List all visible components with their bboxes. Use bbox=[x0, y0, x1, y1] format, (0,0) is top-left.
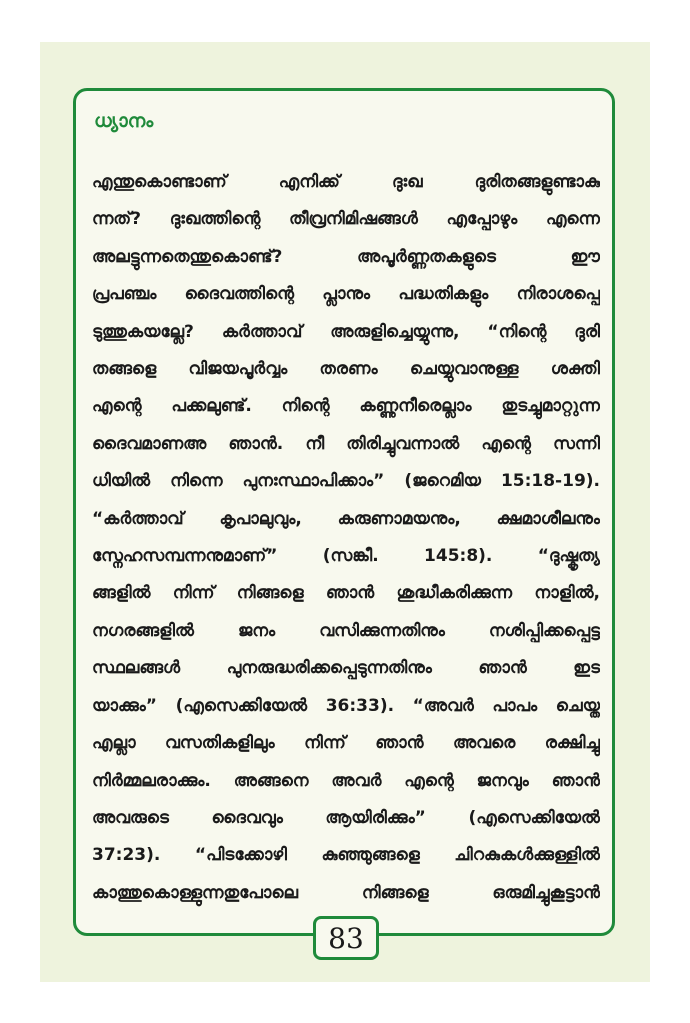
text-line: ങ്ങളിൽ നിന്ന് നിങ്ങളെ ഞാൻ ശുദ്ധീകരിക്കുന്ന നാളിൽ, bbox=[92, 583, 600, 604]
text-line: നിർമ്മലരാക്കും. അങ്ങനെ അവർ എന്റെ ജനവും ഞാൻ bbox=[92, 770, 600, 791]
text-line: 37:23). “പിടക്കോഴി കുഞ്ഞുങ്ങളെ ചിറകുകൾക്കുള്ളിൽ bbox=[92, 845, 600, 866]
text-line: “കർത്താവ് കൃപാലുവും, കരുണാമയനും, ക്ഷമാശീലനും bbox=[92, 508, 600, 529]
page-number: 83 bbox=[313, 916, 379, 960]
text-line: ധിയിൽ നിന്നെ പുനഃസ്ഥാപിക്കാം” (ജറെമിയ 15:18-19). bbox=[92, 471, 600, 492]
text-line: എന്തുകൊണ്ടാണ് എനിക്ക് ദുഃഖ ദുരിതങ്ങളുണ്ടാകു bbox=[92, 172, 600, 192]
text-line: അലട്ടുന്നതെന്തുകൊണ്ട്? അപൂർണ്ണതകളുടെ ഈ bbox=[92, 246, 600, 267]
text-line: ടുത്തുകയല്ലേ? കർത്താവ് അരുളിച്ചെയ്യുന്നു, “നിന്റെ ദുരി bbox=[92, 321, 600, 342]
text-line: സ്ഥലങ്ങൾ പുനരുദ്ധരിക്കപ്പെടുന്നതിനും ഞാൻ ഇട bbox=[92, 658, 600, 679]
text-line: അവരുടെ ദൈവവും ആയിരിക്കും” (എസെക്കിയേൽ bbox=[92, 807, 600, 828]
text-line: സ്നേഹസമ്പന്നനുമാണ്” (സങ്കീ. 145:8). “ദുഷ്കൃത്യ bbox=[92, 546, 600, 567]
text-line: എല്ലാ വസതികളിലും നിന്ന് ഞാൻ അവരെ രക്ഷിച്ചു bbox=[92, 733, 600, 754]
text-line: യാക്കും” (എസെക്കിയേൽ 36:33). “അവർ പാപം ചെയ്ത bbox=[92, 695, 600, 716]
text-line: എന്റെ പക്കലുണ്ട്. നിന്റെ കണ്ണുനീരെല്ലാം തുടച്ചുമാറ്റുന്ന bbox=[92, 396, 600, 417]
text-line: ദൈവമാണഅ ഞാൻ. നീ തിരിച്ചുവന്നാൽ എന്റെ സന്നി bbox=[92, 433, 600, 454]
text-line: കാത്തുകൊള്ളുന്നതുപോലെ നിങ്ങളെ ഒരുമിച്ചുകൂട്ടാൻ bbox=[92, 882, 600, 903]
text-line: ന്നത്? ദുഃഖത്തിന്റെ തീവ്രനിമിഷങ്ങൾ എപ്പോഴും എന്നെ bbox=[92, 209, 600, 230]
text-line: നഗരങ്ങളിൽ ജനം വസിക്കുന്നതിനും നശിപ്പിക്കപ്പെട്ട bbox=[92, 620, 600, 641]
section-heading: ധ്യാനം bbox=[94, 110, 154, 132]
text-line: തങ്ങളെ വിജയപൂർവ്വം തരണം ചെയ്യുവാനുള്ള ശക്തി bbox=[92, 359, 600, 380]
body-paragraph bbox=[92, 164, 600, 912]
text-line: പ്രപഞ്ചം ദൈവത്തിന്റെ പ്ലാനും പദ്ധതികളും നിരാശപ്പെ bbox=[92, 284, 600, 305]
